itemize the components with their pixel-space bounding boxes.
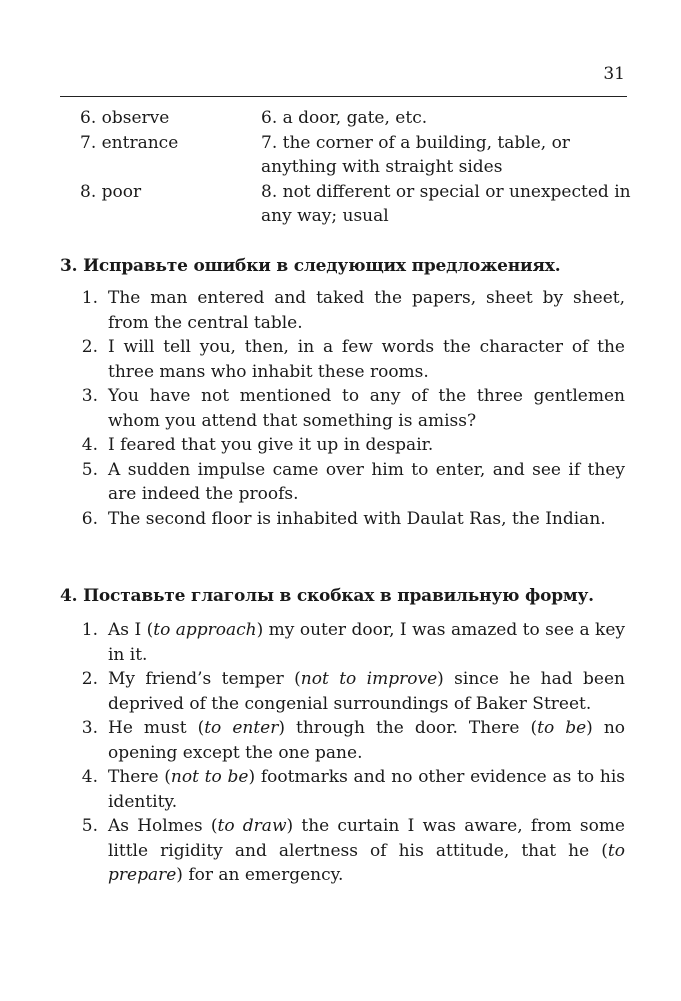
verb-prompt: to be	[537, 718, 587, 738]
item-text: I feared that you give it up in despair.	[108, 435, 434, 455]
vocab-row	[80, 106, 640, 131]
list-item	[60, 286, 625, 335]
verb-prompt: to enter	[204, 718, 279, 738]
item-text: There (not to be) footmarks and no other evidence as to his identity.	[108, 767, 625, 812]
vocab-definition: 7. the corner of a building, table, or anything with straight sides	[261, 132, 570, 177]
item-text: I will tell you, then, in a few words the character of the three mans who inhabit these rooms.	[108, 337, 625, 382]
item-text: He must (to enter) through the door. There (to be) no opening except the one pane.	[108, 718, 626, 763]
verb-prompt: to prepare	[108, 840, 625, 885]
vocabulary-table	[80, 106, 640, 229]
item-number: 4.	[81, 435, 98, 455]
item-number: 6.	[81, 508, 98, 529]
list-item	[60, 765, 625, 814]
item-text: The second floor is inhabited with Daulat Ras, the Indian.	[108, 508, 606, 529]
list-item	[60, 814, 625, 888]
item-text: The man entered and taked the papers, sheet by sheet, from the central table.	[108, 288, 625, 333]
item-text: A sudden impulse came over him to enter, and see if they are indeed the proofs.	[108, 459, 625, 504]
item-number: 2.	[81, 669, 98, 689]
item-number: 2.	[81, 337, 98, 357]
item-number: 5.	[81, 459, 98, 480]
exercise-3-list	[60, 286, 625, 531]
list-item	[60, 618, 625, 667]
verb-prompt: not to be	[170, 767, 249, 787]
vocab-word: 8. poor	[80, 181, 142, 202]
list-item	[60, 335, 625, 384]
verb-prompt: to draw	[217, 816, 287, 836]
header-rule	[60, 96, 627, 97]
item-number: 5.	[81, 816, 98, 836]
item-number: 3.	[81, 718, 98, 738]
vocab-row	[80, 180, 640, 229]
verb-prompt: to approach	[153, 620, 257, 640]
vocab-definition: 8. not different or special or unexpected in any way; usual	[261, 181, 631, 226]
vocab-word: 7. entrance	[80, 132, 179, 153]
item-number: 1.	[81, 620, 98, 640]
item-text: As Holmes (to draw) the curtain I was aware, from some little rigidity and alertness of his attitude, that he (to prepare) for an emergency.	[108, 816, 625, 885]
item-number: 4.	[81, 767, 98, 787]
exercise-3-heading: 3. Исправьте ошибки в следующих предложениях.	[60, 256, 561, 276]
exercise-4-heading: 4. Поставьте глаголы в скобках в правильную форму.	[60, 586, 594, 606]
vocab-row	[80, 131, 640, 180]
vocab-definition: 6. a door, gate, etc.	[261, 108, 428, 128]
page-number: 31	[603, 64, 625, 84]
exercise-4-list	[60, 618, 625, 888]
list-item	[60, 716, 625, 765]
list-item	[60, 458, 625, 507]
list-item	[60, 507, 625, 532]
list-item	[60, 667, 625, 716]
item-text: As I (to approach) my outer door, I was amazed to see a key in it.	[108, 620, 625, 665]
list-item	[60, 384, 625, 433]
item-number: 3.	[81, 386, 98, 406]
item-number: 1.	[81, 288, 98, 308]
list-item	[60, 433, 625, 458]
item-text: You have not mentioned to any of the three gentlemen whom you attend that something is amiss?	[108, 386, 625, 431]
vocab-word: 6. observe	[80, 108, 170, 128]
item-text: My friend’s temper (not to improve) since he had been deprived of the congenial surroundings of Baker Street.	[108, 669, 626, 714]
verb-prompt: not to improve	[300, 669, 438, 689]
